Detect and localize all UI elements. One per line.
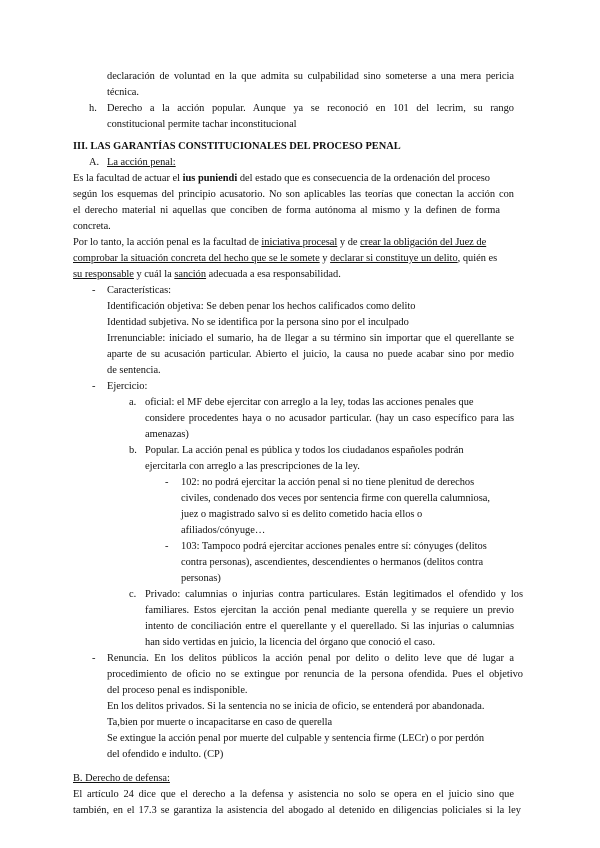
renuncia-line-7: del ofendido e indulto. (CP)	[107, 749, 224, 760]
text-span: del estado que es consecuencia de la ordenación del proceso	[239, 173, 490, 184]
renuncia-line-6: Se extingue la acción penal por muerte del culpable y sentencia firme (LECr) o por perdón	[107, 733, 485, 744]
item-a-line-2: considere procedentes haya o no acusador particular. (hay un caso específico para las	[145, 413, 514, 424]
caracteristicas-title: Características:	[107, 285, 172, 296]
subsection-a-marker: A.	[89, 157, 100, 168]
intro-line-1: declaración de voluntad en la que admita su culpabilidad sino someterse a una mera pericia	[107, 71, 514, 82]
sub1-line-3: juez o magistrado salvo si es delito cometido hacia ellos o	[181, 509, 423, 520]
item-b-line-1: Popular. La acción penal es pública y todos los ciudadanos españoles podrán	[145, 445, 464, 456]
bullet-dash: -	[92, 381, 96, 392]
para2-line-3	[73, 267, 341, 283]
caracteristicas-line-5: de sentencia.	[107, 365, 161, 376]
item-b-marker: b.	[129, 445, 137, 456]
para2-line-2	[73, 251, 497, 267]
item-b-line-2: ejercitarla con arreglo a las prescripciones de la ley.	[145, 461, 360, 472]
bullet-dash: -	[165, 541, 169, 552]
renuncia-line-4: En los delitos privados. Si la sentencia no se inicia de oficio, se entenderá por abandonada.	[107, 701, 485, 712]
item-c-marker: c.	[129, 589, 137, 600]
para1-line-1	[73, 171, 490, 187]
item-c-line-3: intento de conciliación entre el querellante y el querellado. Si las injurias o calumnias	[145, 621, 514, 632]
para1-line-3: el derecho material ni aquellas que conciben de forma autónoma al mismo y la definen de forma	[73, 205, 500, 216]
sub2-line-1: 103: Tampoco podrá ejercitar acciones penales entre sí: cónyuges (delitos	[181, 541, 487, 552]
item-a-line-1: oficial: el MF debe ejercitar con arreglo a la ley, todas las acciones penales que	[145, 397, 474, 408]
sub1-line-1: 102: no podrá ejercitar la acción penal si no tiene plenitud de derechos	[181, 477, 475, 488]
item-c-line-4: han sido vertidas en juicio, la licencia del órgano que conoció el caso.	[145, 637, 436, 648]
caracteristicas-line-4: aparte de su acusación particular. Abierto el juicio, la causa no puede acabar sino por medio	[107, 349, 514, 360]
caracteristicas-line-2: Identidad subjetiva. No se identifica por la persona sino por el inculpado	[107, 317, 409, 328]
item-h-marker: h.	[89, 103, 97, 114]
bullet-dash: -	[92, 285, 96, 296]
bullet-dash: -	[92, 653, 96, 664]
sub1-line-2: civiles, condenado dos veces por sentencia firme con querella calumniosa,	[181, 493, 491, 504]
renuncia-line-2: procedimiento de oficio no se extingue por renuncia de la persona ofendida. Pues el objetivo	[107, 669, 523, 680]
item-a-line-3: amenazas)	[145, 429, 189, 440]
bullet-dash: -	[165, 477, 169, 488]
underlined-term: su responsable	[73, 269, 134, 280]
subsection-b-title: B. Derecho de defensa:	[73, 773, 170, 784]
para1-line-2: según los esquemas del principio acusatorio. No son aplicables las teorías que conectan la acción con	[73, 189, 514, 200]
ius-puniendi-term: ius puniendi	[182, 173, 238, 184]
underlined-term: declarar si constituye un delito	[330, 253, 458, 264]
item-c-line-1: Privado: calumnias o injurias contra particulares. Están legitimados el ofendido y los	[145, 589, 523, 600]
text-span: y	[322, 253, 328, 264]
item-a-marker: a.	[129, 397, 137, 408]
item-h-line-1: Derecho a la acción popular. Aunque ya se reconoció en 101 del lecrim, su rango	[107, 103, 514, 114]
item-h-line-2: constitucional permite tachar inconstitucional	[107, 119, 297, 130]
subsection-b-line-2: también, en el 17.3 se garantiza la asistencia del abogado al detenido en diligencias policiales si la ley	[73, 805, 521, 816]
text-span: y cuál la	[136, 269, 172, 280]
underlined-term: comprobar la situación concreta del hecho que se le somete	[73, 253, 320, 264]
caracteristicas-line-1: Identificación objetiva: Se deben penar los hechos calificados como delito	[107, 301, 416, 312]
text-span: Es la facultad de actuar el	[73, 173, 181, 184]
text-span: adecuada a esa responsabilidad.	[208, 269, 341, 280]
para1-line-4: concreta.	[73, 221, 111, 232]
intro-line-2: técnica.	[107, 87, 140, 98]
section-heading: III. LAS GARANTÍAS CONSTITUCIONALES DEL PROCESO PENAL	[73, 141, 401, 152]
item-c-line-2: familiares. Estos ejercitan la acción penal mediante querella y se requiere un previo	[145, 605, 514, 616]
underlined-term: crear la obligación del Juez de	[360, 237, 487, 248]
sub2-line-3: personas)	[181, 573, 221, 584]
subsection-a-title: La acción penal:	[107, 157, 176, 168]
ejercicio-title: Ejercicio:	[107, 381, 148, 392]
caracteristicas-line-3: Irrenunciable: iniciado el sumario, ha de llegar a su término sin importar que el querellante se	[107, 333, 514, 344]
renuncia-line-5: Ta,bien por muerte o incapacitarse en caso de querella	[107, 717, 333, 728]
text-span: Por lo tanto, la acción penal es la facultad de	[73, 237, 259, 248]
text-span: y de	[339, 237, 358, 248]
underlined-term: iniciativa procesal	[261, 237, 338, 248]
renuncia-line-3: del proceso penal es indisponible.	[107, 685, 248, 696]
para2-line-1	[73, 235, 486, 251]
text-span: , quién es	[457, 253, 498, 264]
underlined-term: sanción	[174, 269, 207, 280]
subsection-b-line-1: El artículo 24 dice que el derecho a la defensa y asistencia no solo se opera en el juicio sino que	[73, 789, 514, 800]
renuncia-line-1: Renuncia. En los delitos públicos la acción penal por delito o delito leve que dé lugar a	[107, 653, 514, 664]
sub1-line-4: afiliados/cónyuge…	[181, 525, 266, 536]
sub2-line-2: contra personas), ascendientes, descendientes o hermanos (delitos contra	[181, 557, 484, 568]
